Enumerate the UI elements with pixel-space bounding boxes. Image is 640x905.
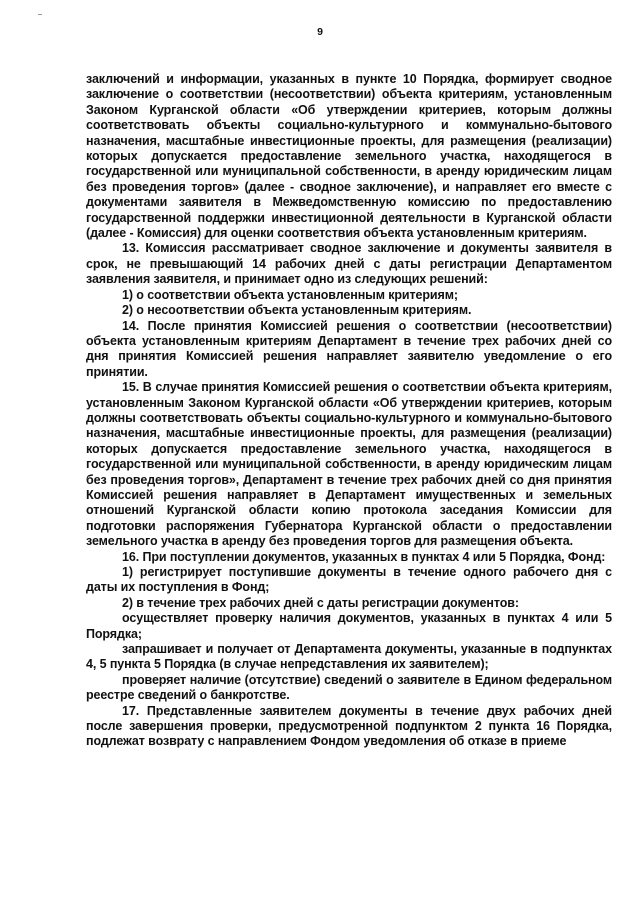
paragraph-13: 13. Комиссия рассматривает сводное заключение и документы заявителя в срок, не превышающий 14 рабочих дней с даты регистрации Департаментом заявления заявителя, и принимает одно из следующих решений:: [86, 241, 612, 287]
list-item-16-2: 2) в течение трех рабочих дней с даты регистрации документов:: [122, 595, 519, 610]
paragraph-15: 15. В случае принятия Комиссией решения о соответствии объекта критериям, установленным Законом Курганской области «Об утверждении критериев, которым должны соответствовать объекты социально-культурного и коммунально-бытового назначения, масштабные инвестиционные проекты, для размещения (реализации) которых допускается предоставление земельного участка, находящегося в государственной или муниципальной собственности, в аренду юридическим лицам без проведения торгов», Департамент в течение трех рабочих дней со дня принятия Комиссией решения направляет в Департамент имущественных и земельных отношений Курганской области копию протокола заседания Комиссии для подготовки распоряжения Губернатора Курганской области о предоставлении земельного участка в аренду без проведения торгов для размещения объекта.: [86, 380, 612, 549]
sub-item-16-2-c: проверяет наличие (отсутствие) сведений о заявителе в Едином федеральном реестре сведений о банкротстве.: [86, 672, 612, 703]
paragraph-17: 17. Представленные заявителем документы в течение двух рабочих дней после завершения проверки, предусмотренной подпунктом 2 пункта 16 Порядка, подлежат возврату с направлением Фондом уведомления об отказе в приеме: [86, 703, 612, 749]
sub-item-16-2-b: запрашивает и получает от Департамента документы, указанные в подпунктах 4, 5 пункта 5 Порядка (в случае непредставления их заявителем);: [86, 642, 612, 672]
paragraph-12-continuation: заключений и информации, указанных в пункте 10 Порядка, формирует сводное заключение о соответствии (несоответствии) объекта критериям, установленным Законом Курганской области «Об утверждении критериев, которым должны соответствовать объекты социально-культурного и коммунально-бытового назначения, масштабные инвестиционные проекты, для размещения (реализации) которых допускается предоставление земельного участка, находящегося в государственной или муниципальной собственности, в аренду юридическим лицам без проведения торгов» (далее - сводное заключение), и направляет его вместе с документами заявителя в Межведомственную комиссию по предоставлению государственной поддержки инвестиционной деятельности в Курганской области (далее - Комиссия) для оценки соответствия объекта установленным критериям.: [86, 72, 612, 241]
list-item-13-1: 1) о соответствии объекта установленным критериям;: [122, 287, 458, 302]
list-item-13-2: 2) о несоответствии объекта установленным критериям.: [122, 303, 472, 318]
document-body: [86, 72, 612, 750]
paragraph-16: 16. При поступлении документов, указанных в пунктах 4 или 5 Порядка, Фонд:: [122, 549, 606, 564]
paragraph-14: 14. После принятия Комиссией решения о соответствии (несоответствии) объекта установленным критериям Департамент в течение трех рабочих дней со дня принятия Комиссией решения направляет заявителю уведомление о его принятии.: [86, 318, 612, 379]
sub-item-16-2-a: осуществляет проверку наличия документов, указанных в пунктах 4 или 5 Порядка;: [86, 611, 612, 641]
list-item-16-1: 1) регистрирует поступившие документы в течение одного рабочего дня с даты их поступления в Фонд;: [86, 565, 612, 595]
scan-artifact: [38, 14, 42, 15]
page-number: 9: [317, 26, 323, 38]
